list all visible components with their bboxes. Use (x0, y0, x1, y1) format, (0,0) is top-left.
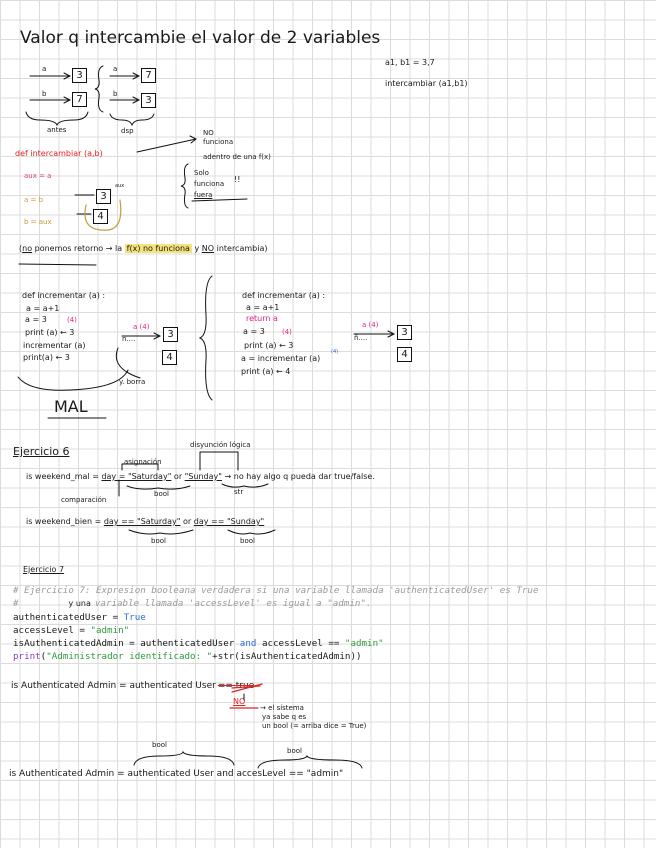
page-title: Valor q intercambie el valor de 2 variables (20, 28, 381, 48)
ejercicio6-heading: Ejercicio 6 (13, 445, 70, 458)
inc-left-l4: print (a) ← 3 (25, 328, 75, 337)
bool-label-3: bool (240, 537, 255, 545)
after-b-box: 3 (141, 93, 156, 108)
underline-fuera (192, 199, 247, 201)
inc-right-box-4: 4 (397, 347, 412, 362)
inc-right-l4: a = 3 (243, 327, 265, 336)
inc-left-l3: a = 3 (25, 315, 47, 324)
code-4a: accessLevel = (13, 625, 91, 636)
bool-label-a: bool (152, 741, 167, 749)
bool-label-2: bool (151, 537, 166, 545)
inc-right-box-3: 3 (397, 325, 412, 340)
before-b-label: b (42, 90, 47, 98)
inc-right-l5: print (a) ← 3 (244, 341, 294, 350)
b-line: b = aux (24, 218, 52, 226)
text2: y (191, 244, 202, 253)
arrow-before-b (30, 97, 70, 103)
before-b-box: 7 (72, 92, 87, 107)
before-a-box: 3 (72, 68, 87, 83)
inc-left-a4: a (4) (133, 323, 150, 331)
bool-label-1: bool (154, 490, 169, 498)
no-funciona-3: adentro de una f(x) (203, 153, 271, 161)
a-line: a = b (24, 196, 44, 204)
arrow-no-funciona (137, 136, 196, 152)
code-6c: "Administrador identificado: " (46, 651, 213, 662)
wb-d: day == "Sunday" (193, 517, 265, 526)
wm-b: day = "Saturday" (101, 472, 172, 481)
ejercicio7-heading: Ejercicio 7 (23, 565, 65, 574)
intercambiar-box-1: 3 (96, 189, 111, 204)
aux-mark: aux (115, 183, 125, 189)
after-a-label: a (113, 65, 118, 73)
asignacion-label: asignación (124, 458, 162, 466)
wm-c: or (171, 472, 185, 481)
after-caption: dsp (121, 127, 134, 135)
inc-left-l5: incrementar (a) (23, 341, 86, 350)
code-2a: # (13, 598, 19, 609)
hand-2d: accesLevel == "admin" (236, 769, 344, 779)
text3: intercambia) (214, 244, 268, 253)
underline-section (19, 264, 96, 265)
code-5a: isAuthenticatedAdmin = authenticatedUser (13, 638, 240, 649)
before-a-label: a (42, 65, 47, 73)
code-6d: +str(isAuthenticatedAdmin)) (212, 651, 362, 662)
inc-right-a4: a (4) (362, 321, 379, 329)
bracket-disyuncion (200, 452, 238, 470)
brace-bool1 (127, 486, 190, 489)
before-caption: antes (47, 126, 67, 134)
def-intercambiar: def intercambiar (a,b) (15, 149, 103, 158)
inc-right-l1: def incrementar (a) : (242, 291, 326, 300)
code-line-3 (13, 613, 146, 622)
hand-2b: authenticated User (127, 769, 214, 779)
curve-borra (116, 348, 140, 378)
verdict-mal: MAL (54, 397, 88, 416)
solo-2: funciona (194, 180, 225, 188)
after-b-label: b (113, 90, 118, 98)
hand-2c: and (213, 769, 237, 779)
wm-e: → no hay algo q pueda dar true/false. (221, 472, 375, 481)
brace-bool3 (228, 530, 275, 534)
brace-incrementar (200, 276, 212, 400)
code-2b: variable llamada 'accessLevel' es igual a "admin". (94, 598, 372, 609)
arrow-before-a (30, 73, 70, 79)
brace-bool-a (134, 752, 234, 765)
code-5c: accessLevel == (256, 638, 345, 649)
wb-a: is weekend_bien = (26, 517, 104, 526)
wb-b: day == "Saturday" (103, 517, 181, 526)
inc-right-l6: a = incrementar (a) (241, 354, 321, 363)
wm-a: is weekend_mal = (26, 472, 102, 481)
inc-left-box-4: 4 (162, 350, 177, 365)
solo-1: Solo (194, 169, 209, 177)
inc-right-l2: a = a+1 (246, 303, 280, 312)
disyuncion-label: disyunción lógica (190, 441, 251, 449)
str-label: str (234, 488, 244, 496)
hand-1a: is Authenticated Admin = authenticated User (11, 681, 216, 691)
inc-left-l1: def incrementar (a) : (22, 291, 106, 300)
inc-right-l3: return a (246, 314, 278, 323)
inc-right-l7: print (a) ← 4 (241, 367, 291, 376)
no-word: no (22, 244, 33, 253)
wb-c: or (180, 517, 194, 526)
highlight-text: f(x) no funciona (126, 244, 190, 253)
hand-1b: == true (217, 681, 255, 691)
no-funciona-1: NO (203, 129, 214, 137)
note-1: → el sistema (260, 704, 304, 712)
hand-line-1 (11, 682, 254, 691)
inc-left-tach: ñ.... (122, 335, 136, 343)
code-line-1: # Ejercicio 7: Expresion booleana verdadera si una variable llamada 'authenticatedUser' es True (13, 585, 539, 596)
brace-solo (181, 164, 188, 208)
code-5d: "admin" (344, 638, 384, 649)
wm-d: "Sunday" (184, 472, 222, 481)
code-line-6 (13, 652, 362, 661)
note-2: ya sabe q es (262, 713, 307, 721)
arrow-after-a (110, 73, 139, 79)
top-right-assign: a1, b1 = 3,7 (385, 58, 435, 67)
code-line-2 (13, 599, 371, 608)
note-3: un bool (= arriba dice = True) (262, 722, 367, 730)
aux-line: aux = a (24, 172, 52, 180)
inc-left-l3b: (4) (67, 316, 77, 324)
no-funciona-2: funciona (203, 138, 234, 146)
text1: ponemos retorno → la (32, 244, 125, 253)
weekend-mal-line (26, 473, 375, 481)
brace-antes (26, 112, 88, 125)
inc-right-tach: ñ.... (354, 334, 368, 342)
paren-open: ( (19, 244, 23, 253)
code-3b: True (123, 612, 146, 623)
brace-left-bottom (18, 370, 128, 390)
brace-swap (95, 66, 103, 112)
solo-3: fuera (194, 191, 213, 199)
intercambiar-box-2: 4 (93, 209, 108, 224)
top-right-call: intercambiar (a1,b1) (385, 79, 468, 88)
exclamation: !! (234, 175, 241, 184)
no-mark: NO (233, 697, 246, 706)
brace-str (222, 484, 268, 487)
after-a-box: 7 (141, 68, 156, 83)
inc-right-mark: (4) (331, 349, 339, 355)
code-5b: and (239, 638, 257, 649)
code-6a: print (13, 651, 41, 662)
no2-word: NO (201, 244, 215, 253)
comparacion-label: comparación (61, 496, 107, 504)
code-2-hand: y una (68, 599, 91, 608)
code-line-5 (13, 639, 384, 648)
brace-dsp (110, 114, 154, 125)
bool-label-b: bool (287, 747, 302, 755)
hand-2a: is Authenticated Admin = (9, 769, 128, 779)
code-6b: ( (40, 651, 47, 662)
inc-right-l4b: (4) (282, 328, 292, 336)
code-3a: authenticatedUser = (13, 612, 124, 623)
code-line-4 (13, 626, 129, 635)
brace-bool2 (129, 530, 193, 534)
brace-bool-b (258, 756, 362, 768)
no-retorno-note (19, 245, 267, 253)
inc-left-box-3: 3 (163, 327, 178, 342)
inc-left-borra: y. borra (119, 378, 146, 386)
hand-line-2 (9, 770, 343, 779)
code-4b: "admin" (90, 625, 130, 636)
inc-left-l2: a = a+1 (26, 304, 60, 313)
weekend-bien-line (26, 518, 264, 526)
inc-left-l6: print(a) ← 3 (23, 353, 70, 362)
